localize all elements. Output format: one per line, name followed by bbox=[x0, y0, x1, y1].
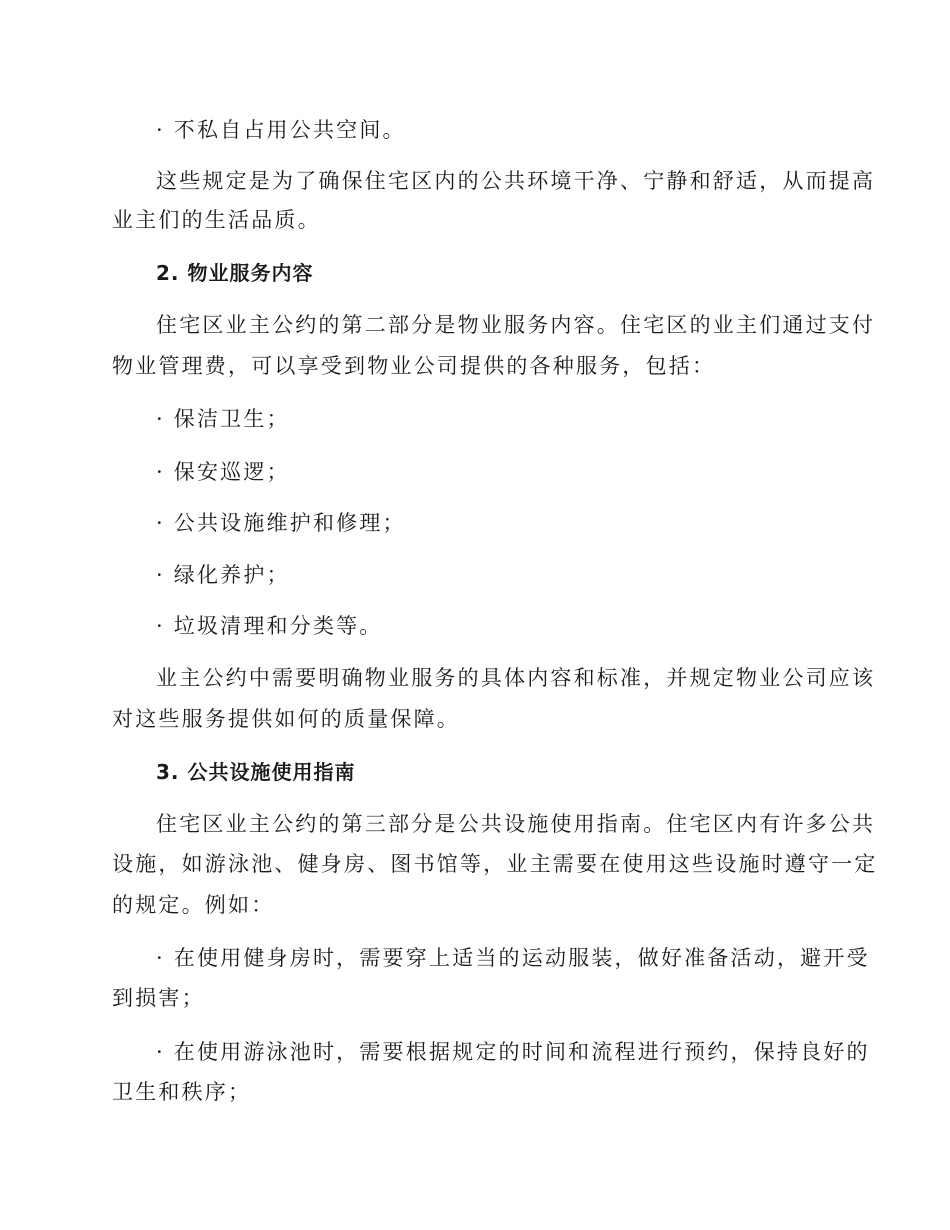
section-heading-property-services: 2. 物业服务内容 bbox=[156, 261, 314, 285]
paragraph-line: 的规定。例如： bbox=[112, 893, 275, 917]
paragraph-line: 对这些服务提供如何的质量保障。 bbox=[112, 707, 460, 731]
bullet-item: · 垃圾清理和分类等。 bbox=[156, 614, 383, 638]
paragraph-line: 物业管理费，可以享受到物业公司提供的各种服务，包括： bbox=[112, 354, 716, 378]
section-heading-public-facilities: 3. 公共设施使用指南 bbox=[156, 760, 356, 784]
bullet-item: · 保洁卫生； bbox=[156, 407, 290, 431]
bullet-item: · 在使用游泳池时，需要根据规定的时间和流程进行预约，保持良好的 bbox=[156, 1040, 870, 1064]
bullet-item: · 绿化养护； bbox=[156, 563, 290, 587]
bullet-item-continuation: 到损害； bbox=[112, 986, 205, 1010]
bullet-item: · 在使用健身房时，需要穿上适当的运动服装，做好准备活动，避开受 bbox=[156, 946, 870, 970]
paragraph-line: 住宅区业主公约的第三部分是公共设施使用指南。住宅区内有许多公共 bbox=[156, 812, 876, 836]
paragraph-line: 业主公约中需要明确物业服务的具体内容和标准，并规定物业公司应该 bbox=[156, 666, 876, 690]
bullet-item: · 公共设施维护和修理； bbox=[156, 511, 406, 535]
bullet-item-continuation: 卫生和秩序； bbox=[112, 1080, 252, 1104]
paragraph-line: 这些规定是为了确保住宅区内的公共环境干净、宁静和舒适，从而提高 bbox=[156, 169, 876, 193]
bullet-item: · 保安巡逻； bbox=[156, 460, 290, 484]
paragraph-line: 业主们的生活品质。 bbox=[112, 208, 321, 232]
paragraph-line: 住宅区业主公约的第二部分是物业服务内容。住宅区的业主们通过支付 bbox=[156, 313, 876, 337]
paragraph-line: 设施，如游泳池、健身房、图书馆等，业主需要在使用这些设施时遵守一定 bbox=[112, 852, 878, 876]
bullet-no-occupy-public-space: · 不私自占用公共空间。 bbox=[156, 118, 406, 142]
